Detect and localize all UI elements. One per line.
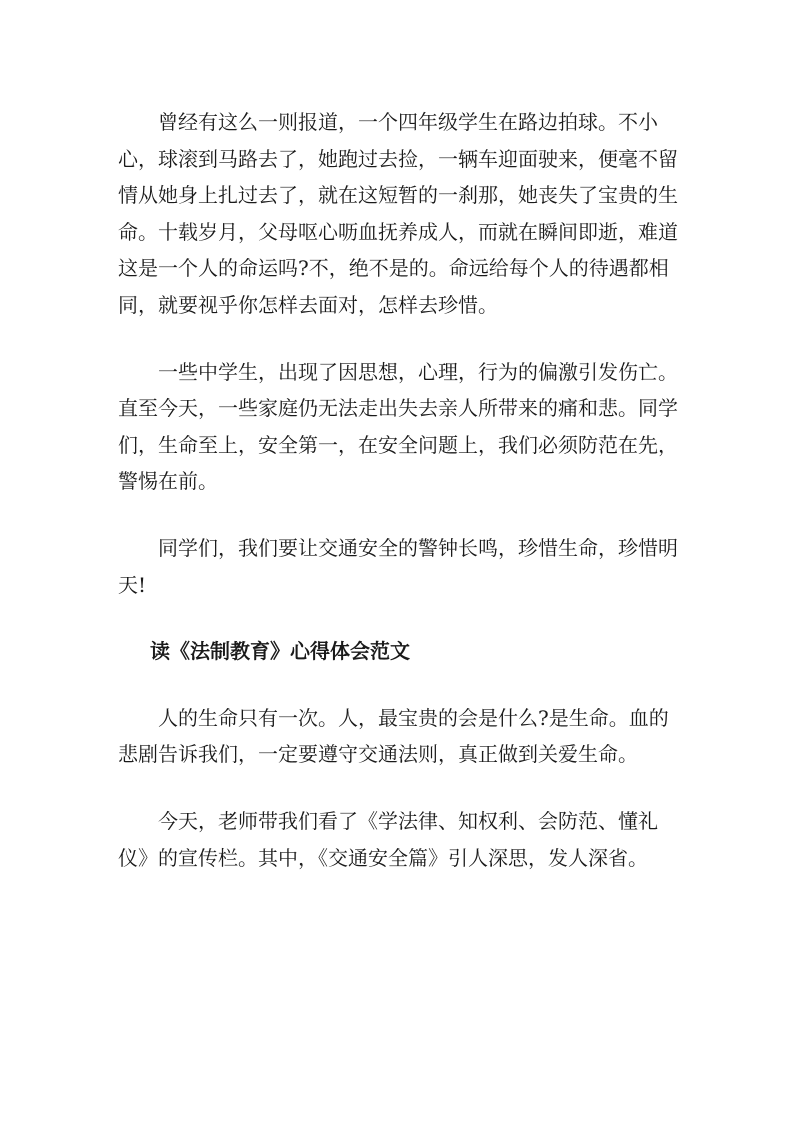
paragraph-safety-call: 同学们，我们要让交通安全的警钟长鸣，珍惜生命，珍惜明天! <box>118 535 678 597</box>
paragraph-life-once: 人的生命只有一次。人，最宝贵的会是什么?是生命。血的悲剧告诉我们，一定要遵守交通法则，真正做到关爱生命。 <box>118 705 669 767</box>
section-heading: 读《法制教育》心得体会范文 <box>150 639 410 664</box>
paragraph-middle-school: 一些中学生，出现了因思想，心理，行为的偏激引发伤亡。直至今天，一些家庭仍无法走出失去亲人所带来的痛和悲。同学们，生命至上，安全第一，在安全问题上，我们必须防范在先，警惕在前。 <box>118 359 678 494</box>
paragraph-bulletin-board: 今天，老师带我们看了《学法律、知权利、会防范、懂礼仪》的宣传栏。其中，《交通安全篇》引人深思，发人深省。 <box>118 808 658 870</box>
paragraph-news-report: 曾经有这么一则报道，一个四年级学生在路边拍球。不小心，球滚到马路去了，她跑过去捡，一辆车迎面驶来，便毫不留情从她身上扎过去了，就在这短暂的一刹那，她丧失了宝贵的生命。十载岁月，父母呕心呖血抚养成人，而就在瞬间即逝，难道这是一个人的命运吗?不，绝不是的。命远给每个人的待遇都相同，就要视乎你怎样去面对，怎样去珍惜。 <box>118 110 678 317</box>
document-body <box>118 104 678 906</box>
